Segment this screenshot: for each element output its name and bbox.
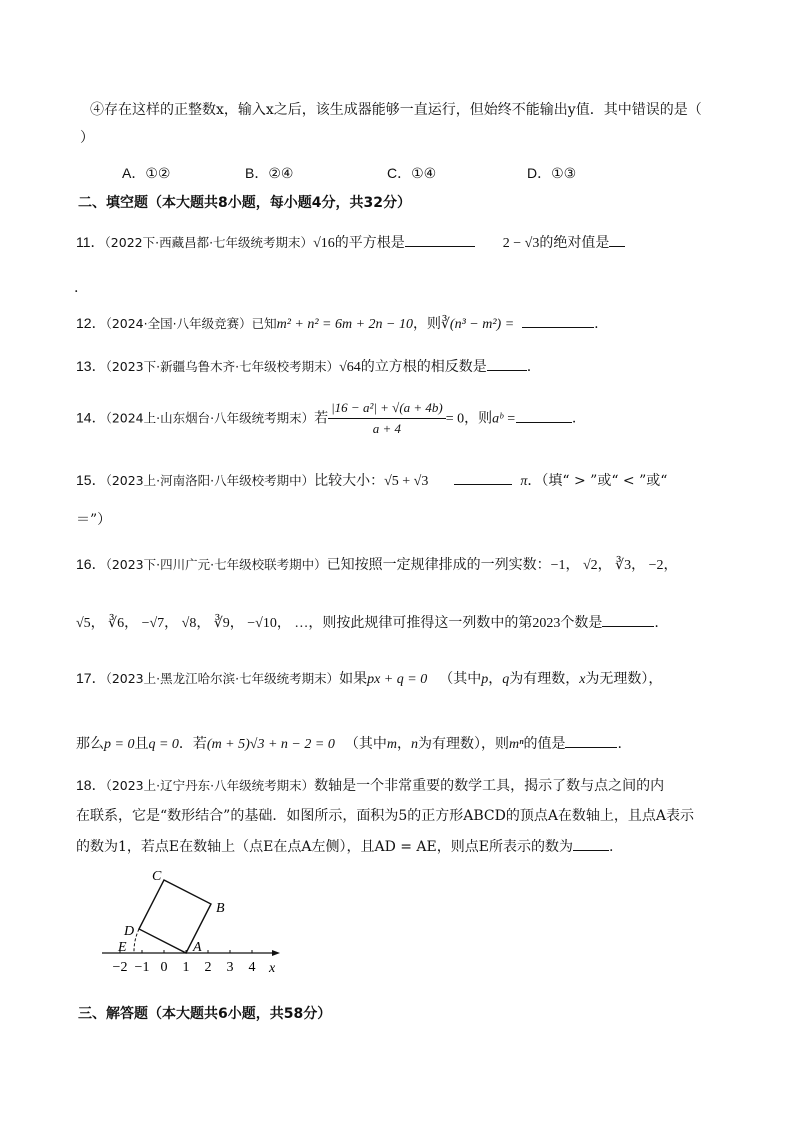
q17-text1: （其中 <box>439 671 482 687</box>
q14-text1: ，则 <box>464 410 493 427</box>
q15-blank <box>454 470 512 485</box>
arc-ad-ae <box>134 929 139 953</box>
q17: 17．（2023上·黑龙江哈尔滨·七年级统考期末）如果px + q = 0 （其中p，q为有理数，x为无理数）， <box>76 670 663 687</box>
q16-text1: 则按此规律可推得这一列数中的第 <box>322 615 533 631</box>
q10-option-a: A．①② <box>122 165 171 181</box>
q12-blank <box>522 313 594 328</box>
axis-arrow <box>272 950 280 956</box>
q17-c2: q = 0 <box>148 737 179 752</box>
q16-text0: 已知按照一定规律排成的一列实数： <box>326 557 551 573</box>
q13-end: . <box>526 359 532 375</box>
q10-close-paren: ） <box>80 130 94 146</box>
q14-expr2: aᵇ = <box>492 411 516 427</box>
q18-blank <box>573 836 609 851</box>
q17-line2b: 且 <box>134 736 149 752</box>
q17-line2f: 的值是 <box>523 736 566 752</box>
q18-line2: 在联系，它是“数形结合”的基础．如图所示，面积为5的正方形ABCD的顶点A在数轴上，且点A表示 <box>76 808 695 824</box>
axis-tick-label: 0 <box>160 960 168 975</box>
q18-number: 18． <box>76 777 106 793</box>
q14-eq: = 0 <box>445 411 465 427</box>
q11-number: 11． <box>76 234 105 250</box>
q14-fraction <box>328 398 446 439</box>
q17-text0: 如果 <box>339 671 368 687</box>
q16-text2: 个数是 <box>560 615 603 631</box>
q12-end: . <box>594 316 599 332</box>
q13-blank <box>487 356 527 371</box>
q13-text1: 的立方根的相反数是 <box>360 359 487 375</box>
q13-expr: √64 <box>339 360 361 375</box>
q13 <box>76 356 531 378</box>
q17-text2: 为有理数， <box>509 671 580 687</box>
q15-text0: 比较大小： <box>314 473 385 489</box>
label-c: C <box>152 869 162 884</box>
q16-n: 2023 <box>532 616 561 631</box>
q16-blank <box>602 612 654 627</box>
q17-m: m <box>386 737 397 752</box>
axis-tick-label: −2 <box>112 960 128 975</box>
q17-source: （2023上·黑龙江哈尔滨·七年级统考期末） <box>105 671 340 686</box>
q12-number: 12． <box>76 315 106 331</box>
q12-text1: ，则 <box>413 316 441 332</box>
q12-expr2: ∛(n³ − m²) = <box>441 317 515 332</box>
q14-source: （2024上·山东烟台·八年级统考期末） <box>105 410 315 426</box>
q14-frac-denominator: a + 4 <box>372 421 402 436</box>
q10-option-c: C．①④ <box>387 165 437 181</box>
q17-number: 17． <box>76 670 106 686</box>
q15 <box>76 470 667 492</box>
q17-expr: (m + 5)√3 + n − 2 = 0 <box>206 737 335 752</box>
q18-end: . <box>608 839 614 855</box>
q11-blank1 <box>405 232 475 247</box>
q18-source: （2023上·辽宁丹东·八年级统考期末） <box>105 778 315 793</box>
q17-mn: mⁿ <box>508 737 524 752</box>
axis-tick-label: 1 <box>182 960 190 975</box>
q11 <box>76 232 625 254</box>
axis-tick-label: −1 <box>134 960 150 975</box>
q11-expr1: √16 <box>313 236 335 251</box>
q11-blank2 <box>609 232 625 247</box>
q12-source: （2024·全国·八年级竞赛）已知 <box>105 316 277 331</box>
q15-pi: π <box>520 474 528 489</box>
q18-line3 <box>76 836 613 857</box>
q17-line2d: （其中 <box>344 736 387 752</box>
q17-line2c: ．若 <box>178 736 207 752</box>
q11-expr2: 2 − √3 <box>502 236 540 251</box>
q11-text1: 的平方根是 <box>334 235 405 251</box>
q14-text0: 若 <box>314 410 329 427</box>
q17-line2a: 那么 <box>76 736 104 752</box>
label-e: E <box>118 940 127 955</box>
q17-line2: 那么p = 0且q = 0．若(m + 5)√3 + n − 2 = 0 （其中m，n为有理数），则mⁿ的值是 . <box>76 733 622 755</box>
q17-n: n <box>410 737 418 752</box>
q18 <box>76 775 664 796</box>
q16-seq2: √5， ∛6， −√7， √8， ∛9， −√10， …， <box>76 616 323 631</box>
q17-q: q <box>502 672 510 687</box>
section3-title: 三、解答题（本大题共6小题，共58分） <box>78 1006 332 1022</box>
q15-expr1: √5 + √3 <box>384 474 429 489</box>
q16-end: . <box>654 615 659 631</box>
q16-source: （2023下·四川广元·七年级校联考期中） <box>105 557 327 572</box>
q15-line2: ＝”） <box>76 512 112 528</box>
q15-text1: ．（填“ > ”或“ < ”或“ <box>527 473 668 489</box>
q11-text2: 的绝对值是 <box>539 235 610 251</box>
q14-end: . <box>571 410 577 427</box>
axis-tick-label: 2 <box>204 960 212 975</box>
q15-number: 15． <box>76 472 106 488</box>
q12 <box>76 313 599 335</box>
axis-tick-label: 3 <box>226 960 234 975</box>
q14 <box>76 398 576 439</box>
q18-line3a: 的数为1，若点E在数轴上（点E在点A左侧），且AD = AE，则点E所表示的数为 <box>76 839 573 855</box>
q16-seq1: −1， √2， ∛3， −2， <box>550 558 678 573</box>
q10-statement-4: ④存在这样的正整数x，输入x之后，该生成器能够一直运行，但始终不能输出y值．其中错误的是（ <box>90 102 702 118</box>
section2-title: 二、填空题（本大题共8小题，每小题4分，共32分） <box>78 195 411 211</box>
q10-option-b: B．②④ <box>245 165 294 181</box>
q13-number: 13． <box>76 358 106 374</box>
label-x: x <box>269 961 276 976</box>
q16-line2 <box>76 612 659 634</box>
q17-x: x <box>579 672 586 687</box>
q17-expr0: px + q = 0 <box>367 672 428 687</box>
q17-line2e: 为有理数），则 <box>417 736 509 752</box>
axis-tick-label: 4 <box>248 960 256 975</box>
q17-p: p <box>481 672 489 687</box>
q16-number: 16． <box>76 556 106 572</box>
q15-source: （2023上·河南洛阳·八年级校考期中） <box>105 473 315 488</box>
q12-expr1: m² + n² = 6m + 2n − 10 <box>276 317 413 332</box>
q18-line1: 数轴是一个非常重要的数学工具，揭示了数与点之间的内 <box>314 778 665 794</box>
q14-blank <box>516 408 572 423</box>
label-b: B <box>216 901 225 916</box>
q14-frac-numerator: |16 − a²| + √(a + 4b) <box>328 398 446 419</box>
q13-source: （2023下·新疆乌鲁木齐·七年级校考期末） <box>105 359 340 374</box>
label-a: A <box>193 940 202 955</box>
q14-number: 14． <box>76 409 106 426</box>
q17-end: . <box>617 736 622 752</box>
number-line-figure <box>96 862 296 982</box>
label-d: D <box>124 924 135 939</box>
q17-c1: p = 0 <box>104 737 135 752</box>
q11-source: （2022下·西藏昌都·七年级统考期末） <box>104 235 314 250</box>
q10-option-d: D．①③ <box>527 165 577 181</box>
q17-blank <box>565 733 617 748</box>
q16 <box>76 554 678 576</box>
q11-tail: . <box>74 280 79 296</box>
q17-text3: 为无理数）， <box>585 671 663 687</box>
axis-ticks <box>113 950 256 975</box>
